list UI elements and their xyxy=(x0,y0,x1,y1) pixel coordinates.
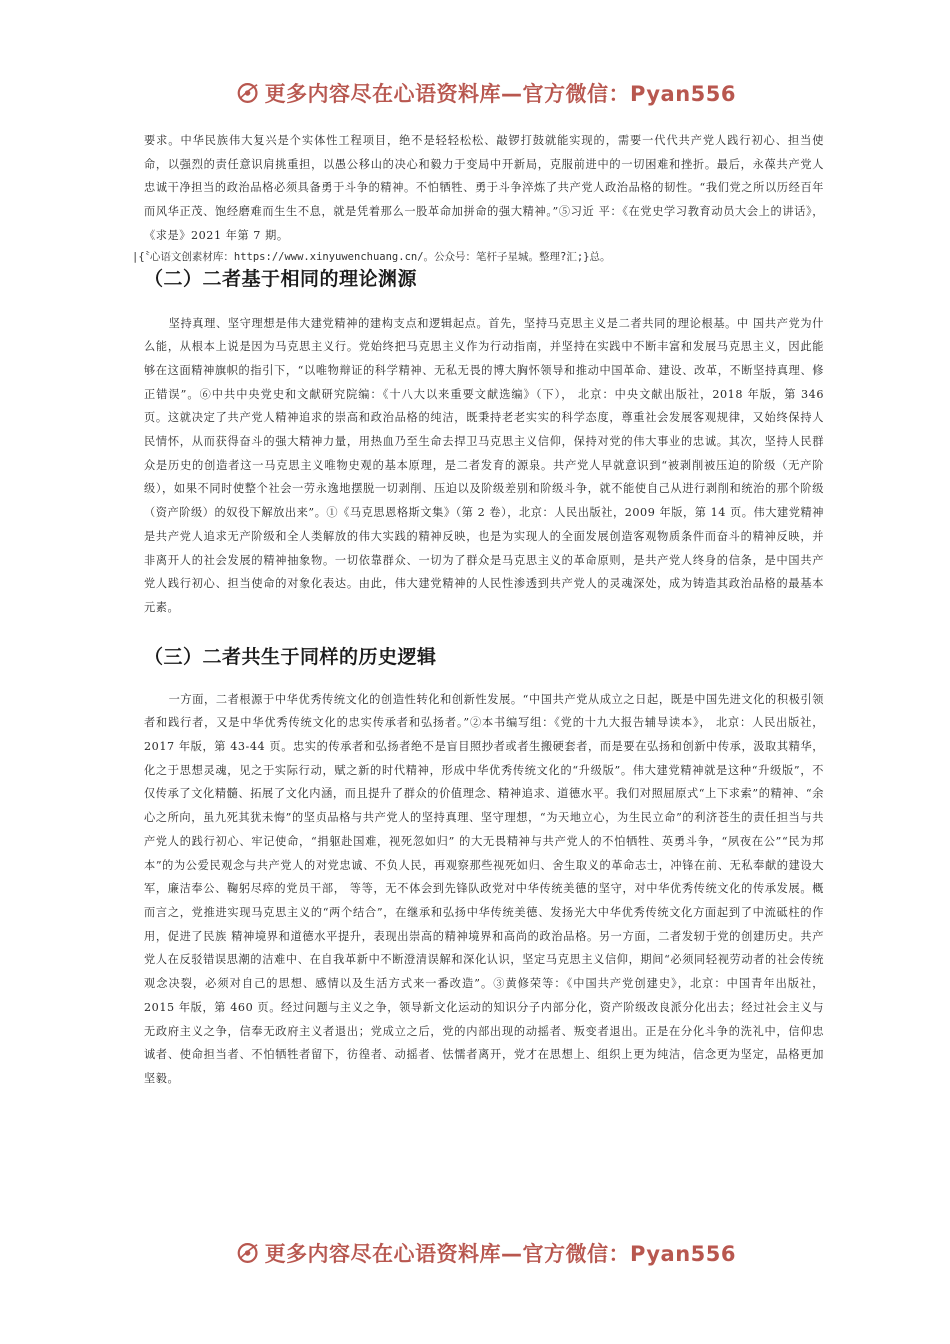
document-body xyxy=(132,129,824,1091)
red-brush-logo-icon xyxy=(236,75,261,111)
watermark-banner-top xyxy=(236,73,736,113)
section2-heading: （二）二者基于相同的理论渊源 xyxy=(144,267,418,290)
section2-paragraph: 坚持真理、坚守理想是伟大建党精神的建构支点和逻辑起点。首先，坚持马克思主义是二者共同的理论根基。中 国共产党为什么能，从根本上说是因为马克思主义行。党始终把马克思主义作为行动指南，并坚持在实践中不断丰富和发展马克思主义，因此能够在这面精神旗帜的指引下，“以唯物辩证的科学精神、无私无畏的博大胸怀领导和推动中国革命、建设、改革，不断坚持真理、修正错误”。⑥中共中央党史和文献研究院编：《十八大以来重要文献选编》（下）， 北京：中央文献出版社，2018 年版，第 346 页。这就决定了共产党人精神追求的崇高和政治品格的纯洁，既秉持老老实实的科学态度，尊重社会发展客观规律，又始终保持人民情怀，从而获得奋斗的强大精神力量，用热血乃至生命去捍卫马克思主义信仰，保持对党的伟大事业的忠诚。其次，坚持人民群众是历史的创造者这一马克思主义唯物史观的基本原理，是二者发育的源泉。共产党人早就意识到“被剥削被压迫的阶级（无产阶级），如果不同时使整个社会一劳永逸地摆脱一切剥削、压迫以及阶级差别和阶级斗争，就不能使自己从进行剥削和统治的那个阶级（资产阶级）的奴役下解放出来”。①《马克思恩格斯文集》（第 2 卷），北京：人民出版社，2009 年版，第 14 页。伟大建党精神是共产党人追求无产阶级和全人类解放的伟大实践的精神反映，也是为实现人的全面发展创造客观物质条件而奋斗的精神反映，并非离开人的社会发展的精神抽象物。一切依靠群众、一切为了群众是马克思主义的革命原则，是共产党人终身的信条，是中国共产党人践行初心、担当使命的对象化表达。由此，伟大建党精神的人民性渗透到共产党人的灵魂深处，成为铸造其政治品格的最基本元素。 xyxy=(144,316,824,614)
watermark-banner-bottom xyxy=(236,1233,736,1273)
intro-paragraph: 要求。中华民族伟大复兴是个实体性工程项目，绝不是轻轻松松、敲锣打鼓就能实现的，需要一代代共产党人践行初心、担当使命，以强烈的责任意识肩挑重担，以愚公移山的决心和毅力于变局中开新局，克服前进中的一切困难和挫折。最后，永葆共产党人忠诚干净担当的政治品格必须具备勇于斗争的精神。不怕牺牲、勇于斗争淬炼了共产党人政治品格的韧性。“我们党之所以历经百年而风华正茂、饱经磨难而生生不息，就是凭着那么一股革命加拼命的强大精神。”⑤习近 平：《在党史学习教育动员大会上的讲话》，《求是》2021 年第 7 期。 xyxy=(144,134,824,242)
watermark-text: 更多内容尽在心语资料库—官方微信：Pyan556 xyxy=(264,1242,736,1266)
source-note-line: |{〝心语文创素材库：https://www.xinyuwenchuang.cn/。公众号：笔杆子星城。整理?汇;}总。 xyxy=(132,250,611,263)
section3-heading: （三）二者共生于同样的历史逻辑 xyxy=(144,645,437,668)
watermark-text: 更多内容尽在心语资料库—官方微信：Pyan556 xyxy=(264,82,736,106)
section3-paragraph: 一方面，二者根源于中华优秀传统文化的创造性转化和创新性发展。“中国共产党从成立之日起，既是中国先进文化的积极引领者和践行者，又是中华优秀传统文化的忠实传承者和弘扬者。”②本书编写组：《党的十九大报告辅导读本》， 北京：人民出版社，2017 年版，第 43-44 页。忠实的传承者和弘扬者绝不是盲目照抄者或者生搬硬套者，而是要在弘扬和创新中传承，汲取其精华，化之于思想灵魂，见之于实际行动，赋之新的时代精神，形成中华优秀传统文化的“升级版”。伟大建党精神就是这种“升级版”，不仅传承了文化精髓、拓展了文化内涵，而且提升了群众的价值理念、精神追求、道德水平。我们对照屈原式“上下求索”的精神、“余心之所向，虽九死其犹未悔”的坚贞品格与共产党人的坚持真理、坚守理想，“为天地立心，为生民立命”的利济苍生的责任担当与共产党人的践行初心、牢记使命，“捐躯赴国难，视死忽如归” 的大无畏精神与共产党人的不怕牺牲、英勇斗争，“夙夜在公”“民为邦本”的为公爱民观念与共产党人的对党忠诚、不负人民，再观察那些视死如归、舍生取义的革命志士，冲锋在前、无私奉献的建设大军，廉洁奉公、鞠躬尽瘁的党员干部， 等等，无不体会到先锋队政党对中华传统美德的坚守，对中华优秀传统文化的传承发展。概而言之，党推进实现马克思主义的“两个结合”，在继承和弘扬中华传统美德、发扬光大中华优秀传统文化方面起到了中流砥柱的作用，促进了民族 精神境界和道德水平提升，表现出崇高的精神境界和高尚的政治品格。另一方面，二者发轫于党的创建历史。共产党人在反驳错误思潮的洁难中、在自我革新中不断澄清误解和深化认识，坚定马克思主义信仰，期间“必须同轻视劳动者的社会传统观念决裂，必须对自己的思想、感情以及生活方式来一番改造”。③黄修荣等：《中国共产党创建史》，北京：中国青年出版社，2015 年版，第 460 页。经过问题与主义之争，领导新文化运动的知识分子内部分化，资产阶级改良派分化出去；经过社会主义与无政府主义之争，信奉无政府主义者退出；党成立之后，党的内部出现的动摇者、叛变者退出。正是在分化斗争的洗礼中，信仰忠诚者、使命担当者、不怕牺牲者留下，彷徨者、动摇者、怯懦者离开，党才在思想上、组织上更为纯洁，信念更为坚定，品格更加坚毅。 xyxy=(144,692,824,1085)
red-brush-logo-icon xyxy=(236,1235,261,1271)
